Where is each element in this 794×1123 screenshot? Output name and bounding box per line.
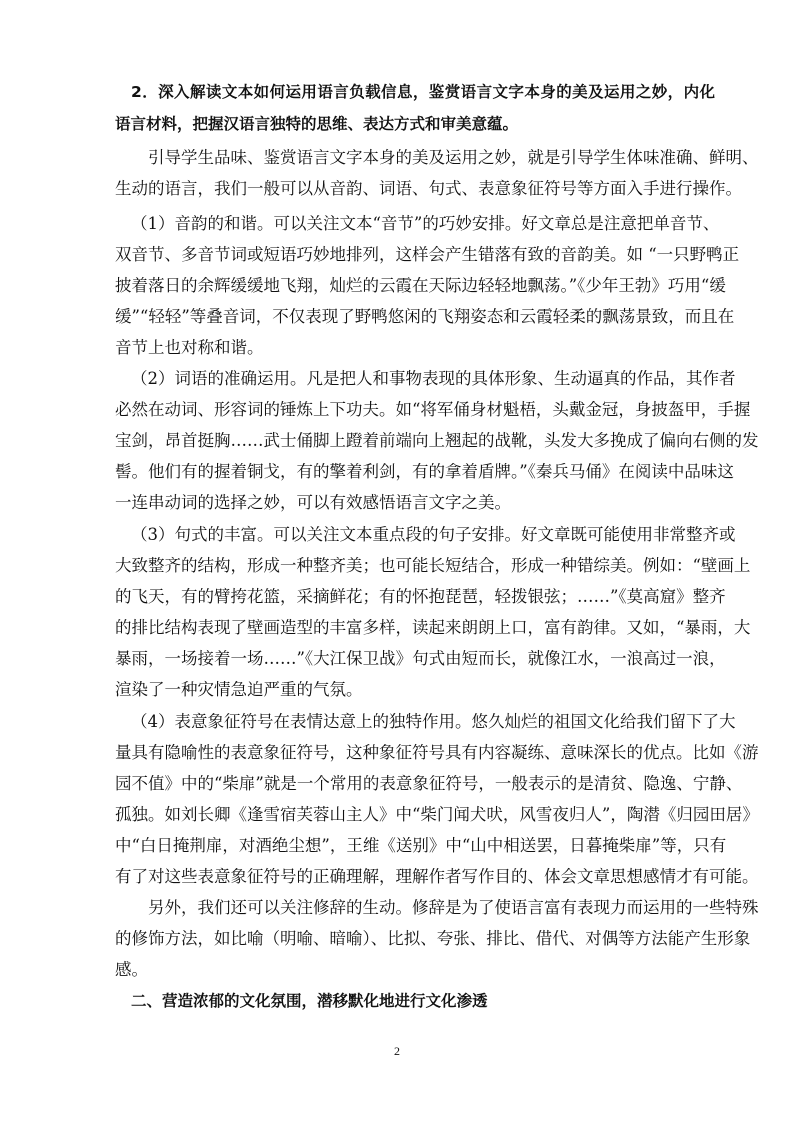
paragraph-line: 宝剑，昂首挺胸……武士俑脚上蹬着前端向上翘起的战靴，头发大多挽成了偏向右侧的发 (115, 431, 759, 450)
paragraph-line: 中“白日掩荆扉，对酒绝尘想”，王维《送别》中“山中相送罢，日暮掩柴扉”等，只有 (115, 836, 727, 855)
paragraph-line: 一连串动词的选择之妙，可以有效感悟语言文字之美。 (115, 493, 511, 512)
heading-line: 2．深入解读文本如何运用语言负载信息，鉴赏语言文字本身的美及运用之妙，内化 (131, 83, 715, 101)
paragraph-line: 髻。他们有的握着铜戈，有的擎着利剑，有的拿着盾牌。”《秦兵马俑》在阅读中品味这 (115, 462, 734, 481)
paragraph-line: 量具有隐喻性的表意象征符号，这种象征符号具有内容凝练、意味深长的优点。比如《游 (115, 743, 759, 762)
paragraph-line: 生动的语言，我们一般可以从音韵、词语、句式、表意象征符号等方面入手进行操作。 (115, 179, 742, 198)
paragraph-line: 引导学生品味、鉴赏语言文字本身的美及运用之妙，就是引导学生体味准确、鲜明、 (148, 148, 759, 167)
paragraph-line: （4）表意象征符号在表情达意上的独特作用。悠久灿烂的祖国文化给我们留下了大 (131, 712, 736, 731)
paragraph-line: 双音节、多音节词或短语巧妙地排列，这样会产生错落有致的音韵美。如 “一只野鸭正 (115, 245, 740, 264)
paragraph-line: 渲染了一种灾情急迫严重的气氛。 (115, 680, 363, 699)
paragraph-line: 另外，我们还可以关注修辞的生动。修辞是为了使语言富有表现力而运用的一些特殊 (148, 898, 759, 917)
paragraph-line: 的飞天，有的臂挎花篮，采摘鲜花；有的怀抱琵琶，轻拨银弦；……”《莫高窟》整齐 (115, 587, 726, 606)
paragraph-line: 园不值》中的“柴扉”就是一个常用的表意象征符号，一般表示的是清贫、隐逸、宁静、 (115, 774, 743, 793)
paragraph-line: 的修饰方法，如比喻（明喻、暗喻）、比拟、夸张、排比、借代、对偶等方法能产生形象 (115, 929, 751, 948)
paragraph-line: （3）句式的丰富。可以关注文本重点段的句子安排。好文章既可能使用非常整齐或 (131, 525, 736, 544)
paragraph-line: 必然在动词、形容词的锤炼上下功夫。如“将军俑身材魁梧，头戴金冠，身披盔甲，手握 (115, 400, 751, 419)
paragraph-line: 披着落日的余辉缓缓地飞翔，灿烂的云霞在天际边轻轻地飘荡。”《少年王勃》巧用“缓 (115, 276, 726, 295)
paragraph-line: （1）音韵的和谐。可以关注文本“音节”的巧妙安排。好文章总是注意把单音节、 (131, 214, 720, 233)
paragraph-line: 感。 (115, 960, 148, 979)
heading-line: 语言材料，把握汉语言独特的思维、表达方式和审美意蕴。 (115, 115, 519, 133)
paragraph-line: 的排比结构表现了壁画造型的丰富多样，读起来朗朗上口，富有韵律。又如，“暴雨，大 (115, 618, 751, 637)
paragraph-line: 暴雨，一场接着一场……”《大江保卫战》句式由短而长，就像江水，一浪高过一浪， (115, 649, 726, 668)
paragraph-line: 缓”“轻轻”等叠音词，不仅表现了野鸭悠闲的飞翔姿态和云霞轻柔的飘荡景致，而且在 (115, 307, 735, 326)
paragraph-line: 音节上也对称和谐。 (115, 338, 264, 357)
paragraph-line: 大致整齐的结构，形成一种整齐美；也可能长短结合，形成一种错综美。例如：“壁画上 (115, 556, 751, 575)
paragraph-line: （2）词语的准确运用。凡是把人和事物表现的具体形象、生动逼真的作品，其作者 (131, 369, 736, 388)
page-number: 2 (394, 1044, 400, 1058)
heading-line: 二、营造浓郁的文化氛围，潜移默化地进行文化渗透 (131, 992, 488, 1010)
paragraph-line: 有了对这些表意象征符号的正确理解，理解作者写作目的、体会文章思想感情才有可能。 (115, 867, 759, 886)
paragraph-line: 孤独。如刘长卿《逢雪宿芙蓉山主人》中“柴门闻犬吠，风雪夜归人”，陶潜《归园田居》 (115, 805, 759, 824)
